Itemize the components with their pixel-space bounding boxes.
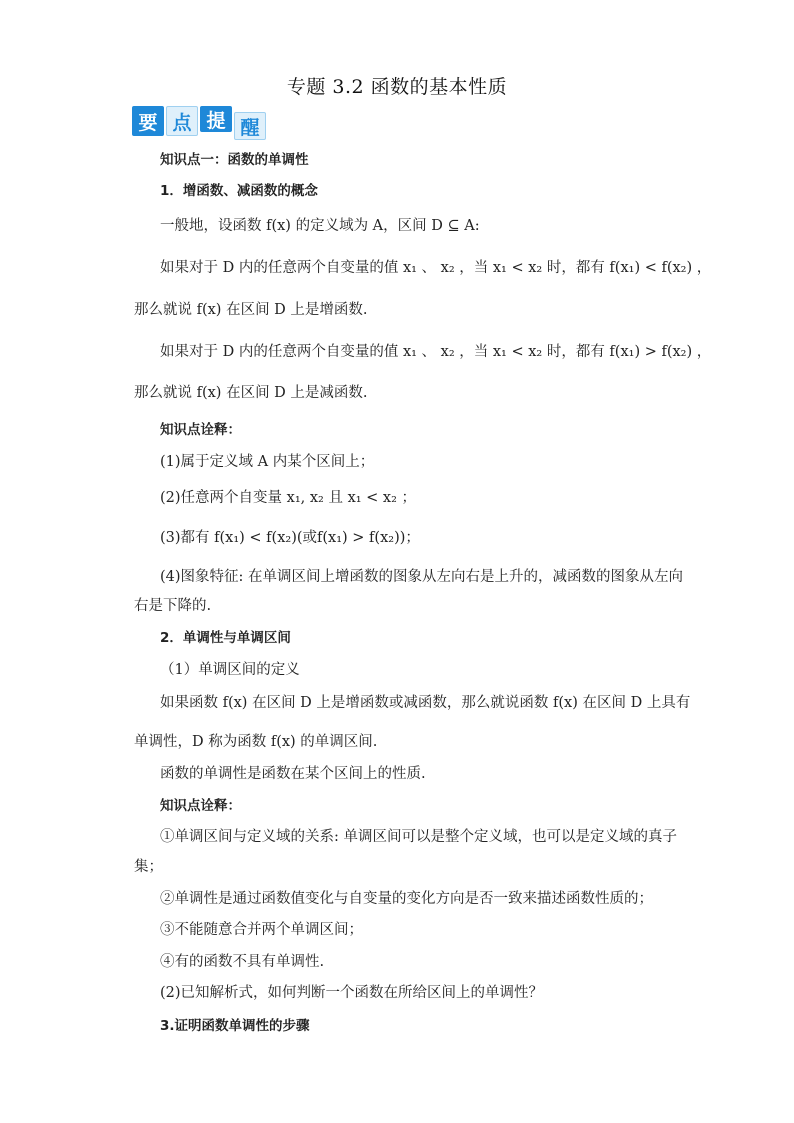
- note-item: (2)任意两个自变量 x₁, x₂ 且 x₁ < x₂ ；: [160, 490, 417, 506]
- note-item: (1)属于定义域 A 内某个区间上；: [160, 454, 375, 470]
- paragraph-line: 单调性，D 称为函数 f(x) 的单调区间.: [134, 734, 378, 750]
- page-title: 专题 3.2 函数的基本性质: [286, 76, 508, 98]
- note-item-cont: 集；: [134, 859, 163, 875]
- badge-char-2: 点: [166, 106, 198, 136]
- note-item: ①单调区间与定义域的关系: 单调区间可以是整个定义域，也可以是定义域的真子: [160, 829, 677, 845]
- note-item: (3)都有 f(x₁) < f(x₂)(或f(x₁) > f(x₂))；: [160, 530, 420, 546]
- note-item: ②单调性是通过函数值变化与自变量的变化方向是否一致来描述函数性质的；: [160, 891, 653, 907]
- section-heading: 知识点一：函数的单调性: [160, 152, 309, 168]
- note-item-cont: 右是下降的.: [134, 598, 212, 614]
- paragraph-line: 函数的单调性是函数在某个区间上的性质.: [160, 766, 426, 782]
- paragraph-line: （1）单调区间的定义: [160, 662, 300, 678]
- note-heading: 知识点诠释：: [160, 798, 241, 814]
- badge-char-1: 要: [132, 106, 164, 136]
- note-heading: 知识点诠释：: [160, 422, 241, 438]
- paragraph-line: 如果函数 f(x) 在区间 D 上是增函数或减函数，那么就说函数 f(x) 在区间 D 上具有: [160, 695, 691, 711]
- note-item: (4)图象特征: 在单调区间上增函数的图象从左向右是上升的，减函数的图象从左向: [160, 569, 684, 585]
- badge-char-3: 提: [200, 106, 232, 132]
- subsection-heading: 3.证明函数单调性的步骤: [160, 1018, 310, 1034]
- paragraph-line: (2)已知解析式，如何判断一个函数在所给区间上的单调性？: [160, 985, 544, 1001]
- paragraph-line: 如果对于 D 内的任意两个自变量的值 x₁ 、 x₂ ，当 x₁ < x₂ 时，都有 f(x₁) < f(x₂) ，: [160, 260, 712, 276]
- paragraph-line: 如果对于 D 内的任意两个自变量的值 x₁ 、 x₂ ，当 x₁ < x₂ 时，都有 f(x₁) > f(x₂) ，: [160, 344, 712, 360]
- paragraph-line: 那么就说 f(x) 在区间 D 上是增函数.: [134, 302, 368, 318]
- subsection-heading: 2．单调性与单调区间: [160, 630, 291, 646]
- paragraph-line: 一般地，设函数 f(x) 的定义域为 A，区间 D ⊆ A:: [160, 218, 480, 234]
- note-item: ③不能随意合并两个单调区间；: [160, 922, 363, 938]
- subsection-heading: 1．增函数、减函数的概念: [160, 183, 318, 199]
- paragraph-line: 那么就说 f(x) 在区间 D 上是减函数.: [134, 385, 368, 401]
- note-item: ④有的函数不具有单调性.: [160, 954, 325, 970]
- badge-char-4: 醒: [234, 112, 266, 140]
- key-points-banner: [132, 106, 266, 140]
